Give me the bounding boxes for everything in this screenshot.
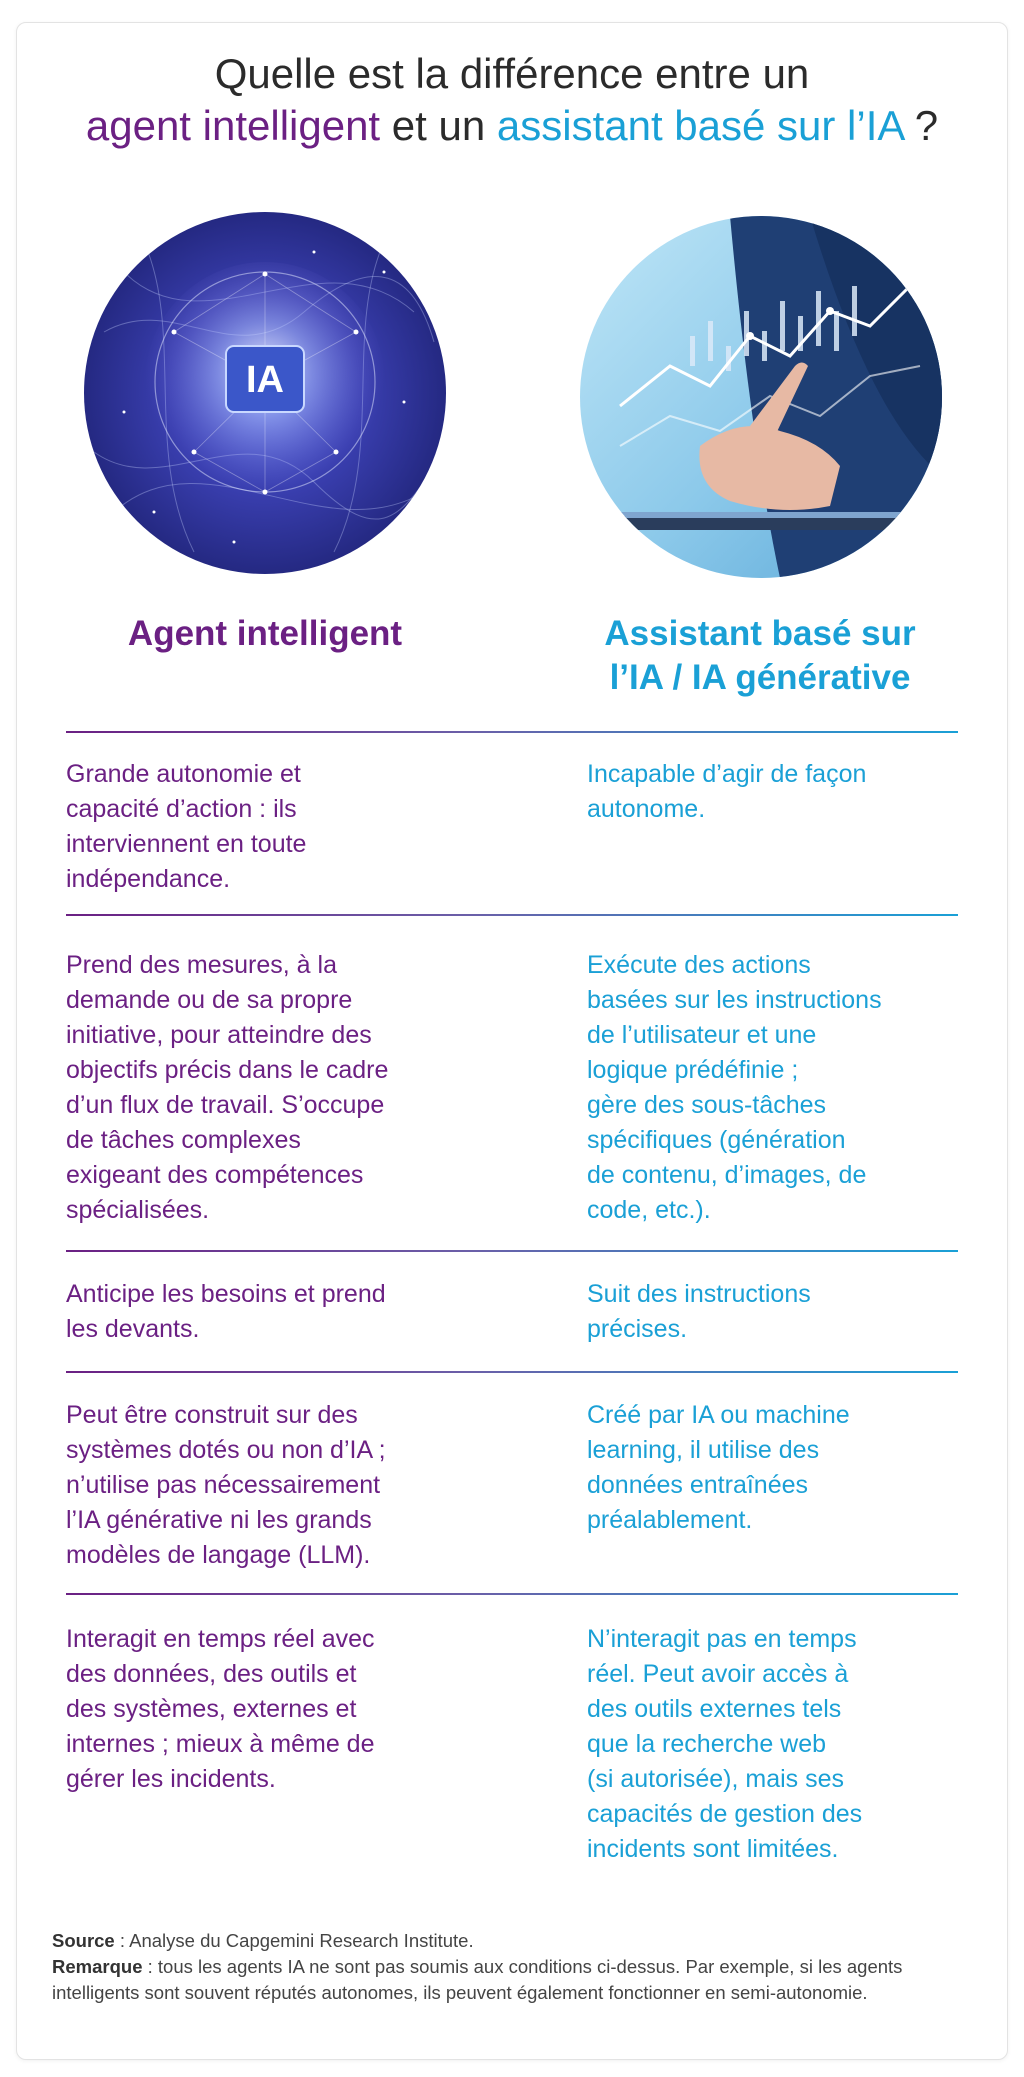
row-2-assistant: Exécute des actions basées sur les instructions de l’utilisateur et une logique prédéfinie ; gère des sous-tâches spécifiques (génération de contenu, d’images, de code, etc.). <box>587 951 882 1224</box>
assistant-chart-image <box>580 216 942 578</box>
ai-sphere-image <box>84 212 446 574</box>
row-divider <box>66 731 958 733</box>
remark-note <box>52 1954 982 2006</box>
page-title <box>0 48 1024 152</box>
title-end: ? <box>903 102 939 149</box>
row-4-agent: Peut être construit sur des systèmes dotés ou non d’IA ; n’utilise pas nécessairement l’IA générative ni les grands modèles de langage (LLM). <box>66 1401 386 1569</box>
row-1-assistant: Incapable d’agir de façon autonome. <box>587 760 867 823</box>
source-note <box>52 1928 982 1954</box>
column-header-assistant: Assistant basé sur l’IA / IA générative <box>604 614 916 697</box>
row-divider <box>66 1371 958 1373</box>
title-middle: et un <box>380 102 497 149</box>
row-4-assistant: Créé par IA ou machine learning, il utilise des données entraînées préalablement. <box>587 1401 850 1534</box>
source-text: : Analyse du Capgemini Research Institute. <box>114 1930 474 1951</box>
source-label: Source <box>52 1930 115 1951</box>
row-5-agent: Interagit en temps réel avec des données, des outils et des systèmes, externes et internes ; mieux à même de gérer les incidents. <box>66 1625 375 1793</box>
row-2-agent: Prend des mesures, à la demande ou de sa propre initiative, pour atteindre des objectifs précis dans le cadre d’un flux de travail. S’occupe de tâches complexes exigeant des compétences spécialisées. <box>66 951 389 1224</box>
title-line1: Quelle est la différence entre un <box>214 50 810 97</box>
title-assistant: assistant basé sur l’IA <box>496 102 904 149</box>
footnote <box>52 1928 982 2006</box>
ia-badge-text: IA <box>246 359 284 401</box>
remark-text: : tous les agents IA ne sont pas soumis aux conditions ci-dessus. Par exemple, si les agents intelligents sont souvent réputés autonomes, ils peuvent également fonctionner en semi-autonomie. <box>52 1956 903 2003</box>
row-3-agent: Anticipe les besoins et prend les devants. <box>66 1280 386 1343</box>
row-5-assistant: N’interagit pas en temps réel. Peut avoir accès à des outils externes tels que la recherche web (si autorisée), mais ses capacités de gestion des incidents sont limitées. <box>587 1625 863 1863</box>
column-header-agent: Agent intelligent <box>127 614 403 653</box>
remark-label: Remarque <box>52 1956 143 1977</box>
title-agent: agent intelligent <box>85 102 381 149</box>
row-divider <box>66 1250 958 1252</box>
row-3-assistant: Suit des instructions précises. <box>587 1280 811 1343</box>
row-divider <box>66 914 958 916</box>
row-divider <box>66 1593 958 1595</box>
title-line2 <box>0 100 1024 152</box>
row-1-agent: Grande autonomie et capacité d’action : ils interviennent en toute indépendance. <box>66 760 307 893</box>
